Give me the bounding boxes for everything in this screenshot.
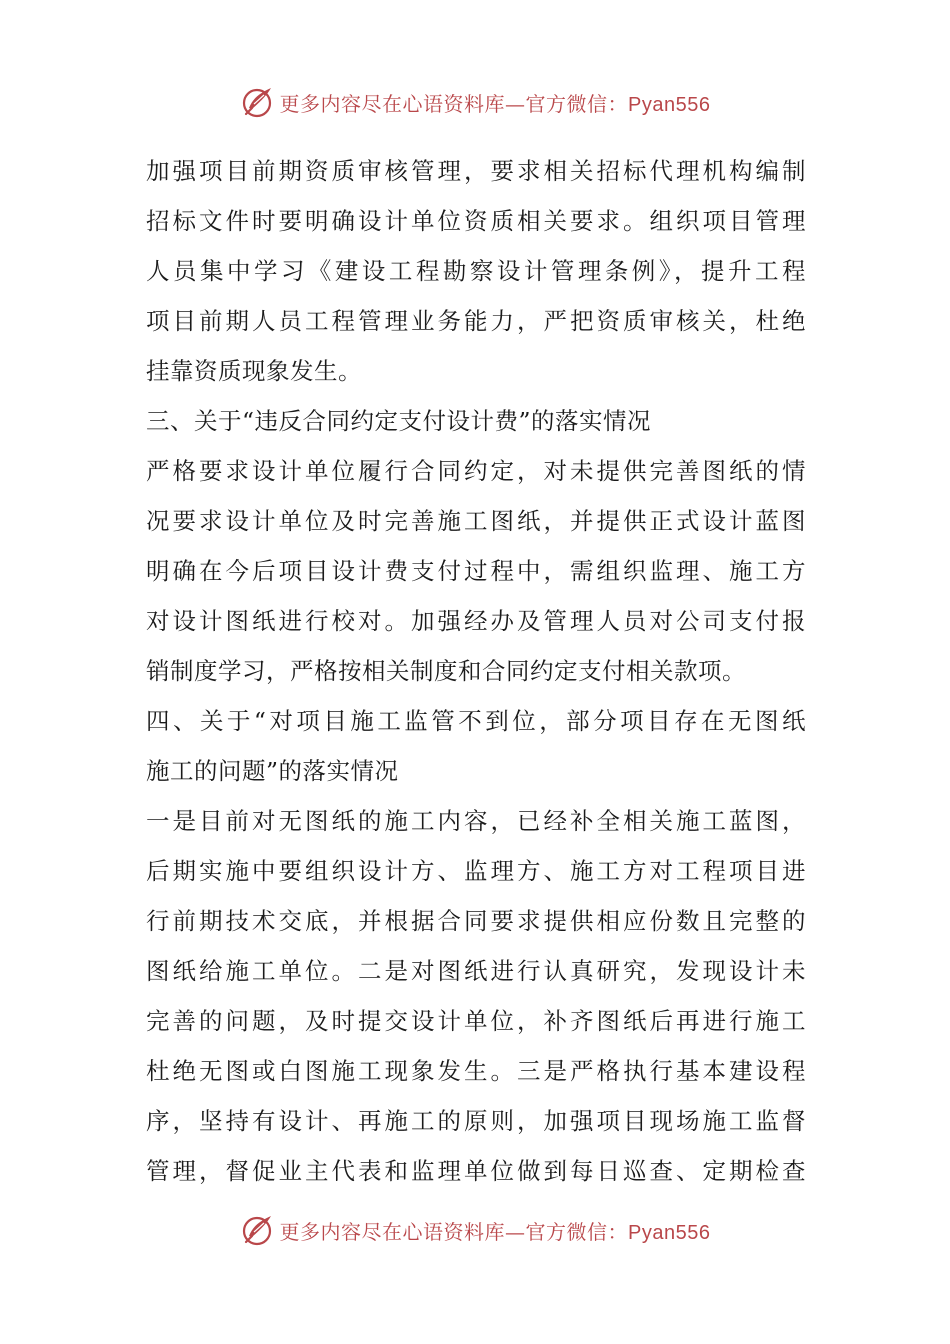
body-line: 完善的问题，及时提交设计单位，补齐图纸后再进行施工 [146,1007,806,1035]
header-banner-id: Pyan556 [628,93,711,116]
body-line: 明确在今后项目设计费支付过程中，需组织监理、施工方 [146,557,806,585]
body-line: 招标文件时要明确设计单位资质相关要求。组织项目管理 [146,207,806,235]
pen-circle-logo-icon [240,84,276,120]
body-line: 序，坚持有设计、再施工的原则，加强项目现场施工监督 [146,1107,806,1135]
body-line: 一是目前对无图纸的施工内容，已经补全相关施工蓝图， [146,807,806,835]
pen-circle-logo-icon [240,1212,276,1248]
body-line: 加强项目前期资质审核管理，要求相关招标代理机构编制 [146,157,806,185]
document-body [146,146,806,1196]
footer-banner-id: Pyan556 [628,1221,711,1244]
header-watermark-banner [0,82,950,122]
footer-banner-text: 更多内容尽在心语资料库—官方微信：Pyan556 [279,1219,711,1244]
body-line: 行前期技术交底，并根据合同要求提供相应份数且完整的 [146,907,806,935]
body-line: 况要求设计单位及时完善施工图纸，并提供正式设计蓝图 [146,507,806,535]
footer-watermark-banner [0,1210,950,1250]
body-line: 图纸给施工单位。二是对图纸进行认真研究，发现设计未 [146,957,806,985]
section-heading: 三、关于“违反合同约定支付设计费”的落实情况 [146,407,652,435]
section-heading: 施工的问题”的落实情况 [146,757,399,785]
body-line: 杜绝无图或白图施工现象发生。三是严格执行基本建设程 [146,1057,806,1085]
body-line: 管理，督促业主代表和监理单位做到每日巡查、定期检查 [146,1157,806,1185]
section-heading: 四、关于“对项目施工监管不到位，部分项目存在无图纸 [146,707,806,735]
body-line: 人员集中学习《建设工程勘察设计管理条例》，提升工程 [146,257,806,285]
header-banner-text: 更多内容尽在心语资料库—官方微信：Pyan556 [279,91,711,116]
body-line: 销制度学习，严格按相关制度和合同约定支付相关款项。 [146,657,746,685]
body-line: 严格要求设计单位履行合同约定，对未提供完善图纸的情 [146,457,806,485]
body-line: 挂靠资质现象发生。 [146,357,362,385]
body-line: 项目前期人员工程管理业务能力，严把资质审核关，杜绝 [146,307,806,335]
body-line: 对设计图纸进行校对。加强经办及管理人员对公司支付报 [146,607,806,635]
body-line: 后期实施中要组织设计方、监理方、施工方对工程项目进 [146,857,806,885]
